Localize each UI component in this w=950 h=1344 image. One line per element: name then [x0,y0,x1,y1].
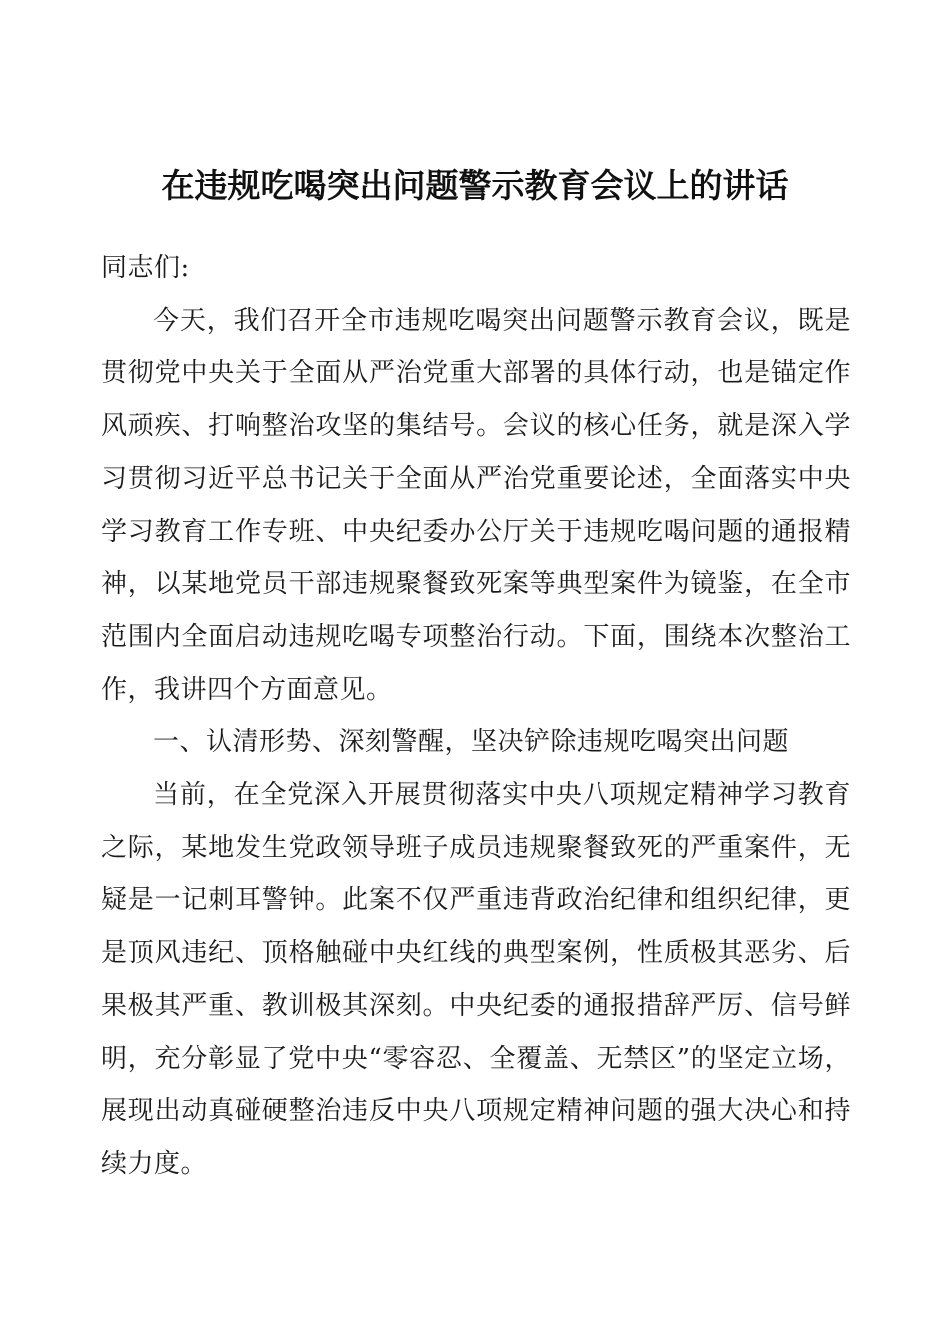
paragraph-situation: 当前，在全党深入开展贯彻落实中央八项规定精神学习教育之际，某地发生党政领导班子成员违规聚餐致死的严重案件，无疑是一记刺耳警钟。此案不仅严重违背政治纪律和组织纪律，更是顶风违纪、顶格触碰中央红线的典型案例，性质极其恶劣、后果极其严重、教训极其深刻。中央纪委的通报措辞严厉、信号鲜明，充分彰显了党中央“零容忍、全覆盖、无禁区”的坚定立场，展现出动真碰硬整治违反中央八项规定精神问题的强大决心和持续力度。 [101,780,851,1179]
section-heading-1: 一、认清形势、深刻警醒，坚决铲除违规吃喝突出问题 [153,727,790,758]
document-title: 在违规吃喝突出问题警示教育会议上的讲话 [161,166,789,205]
document-body [101,242,851,1191]
salutation: 同志们: [101,253,190,283]
paragraph-opening: 今天，我们召开全市违规吃喝突出问题警示教育会议，既是贯彻党中央关于全面从严治党重大部署的具体行动，也是锚定作风顽疾、打响整治攻坚的集结号。会议的核心任务，就是深入学习贯彻习近平总书记关于全面从严治党重要论述，全面落实中央学习教育工作专班、中央纪委办公厅关于违规吃喝问题的通报精神，以某地党员干部违规聚餐致死案等典型案件为镜鉴，在全市范围内全面启动违规吃喝专项整治行动。下面，围绕本次整治工作，我讲四个方面意见。 [101,305,851,705]
